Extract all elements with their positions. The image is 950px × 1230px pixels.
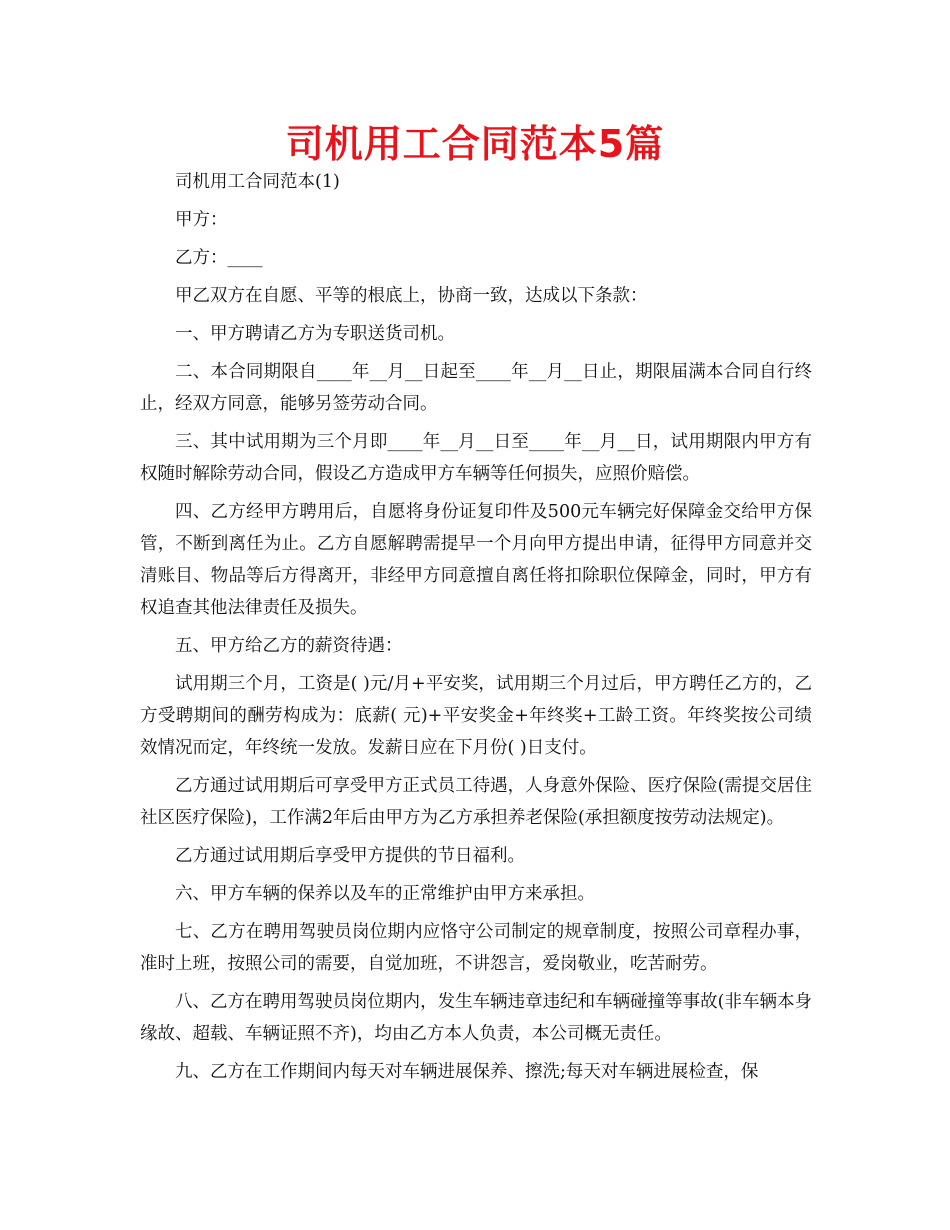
paragraph-preamble: 甲乙双方在自愿、平等的根底上，协商一致，达成以下条款： [175, 286, 648, 306]
paragraph-clause-3: 三、其中试用期为三个月即____年__月__日至____年__月__日，试用期限内甲方有权随时解除劳动合同，假设乙方造成甲方车辆等任何损失，应照价赔偿。 [140, 432, 812, 484]
paragraph-salary: 试用期三个月，工资是( )元/月+平安奖，试用期三个月过后，甲方聘任乙方的，乙方受聘期间的酬劳构成为：底薪( 元)+平安奖金+年终奖+工龄工资。年终奖按公司绩效情况而定，年终统一发放。发薪日应在下月份( )日支付。 [140, 674, 812, 758]
paragraph-clause-2: 二、本合同期限自____年__月__日起至____年__月__日止，期限届满本合同自行终止，经双方同意，能够另签劳动合同。 [140, 362, 812, 414]
paragraph-holiday-benefits: 乙方通过试用期后享受甲方提供的节日福利。 [175, 846, 525, 866]
paragraph-clause-5: 五、甲方给乙方的薪资待遇： [175, 636, 403, 656]
document-body [140, 166, 812, 1088]
paragraph-benefits: 乙方通过试用期后可享受甲方正式员工待遇，人身意外保险、医疗保险(需提交居住社区医疗保险)，工作满2年后由甲方为乙方承担养老保险(承担额度按劳动法规定)。 [140, 776, 812, 828]
paragraph-clause-8: 八、乙方在聘用驾驶员岗位期内，发生车辆违章违纪和车辆碰撞等事故(非车辆本身缘故、超载、车辆证照不齐)，均由乙方本人负责，本公司概无责任。 [140, 992, 812, 1044]
paragraph-contract-heading: 司机用工合同范本(1) [175, 172, 340, 192]
paragraph-clause-9: 九、乙方在工作期间内每天对车辆进展保养、擦洗;每天对车辆进展检查，保 [175, 1062, 759, 1082]
paragraph-party-b: 乙方：____ [175, 248, 263, 268]
paragraph-clause-1: 一、甲方聘请乙方为专职送货司机。 [175, 324, 455, 344]
paragraph-clause-4: 四、乙方经甲方聘用后，自愿将身份证复印件及500元车辆完好保障金交给甲方保管，不断到离任为止。乙方自愿解聘需提早一个月向甲方提出申请，征得甲方同意并交清账目、物品等后方得离开，非经甲方同意擅自离任将扣除职位保障金，同时，甲方有权追查其他法律责任及损失。 [140, 502, 812, 618]
paragraph-party-a: 甲方： [175, 210, 228, 230]
paragraph-clause-7: 七、乙方在聘用驾驶员岗位期内应恪守公司制定的规章制度，按照公司章程办事，准时上班，按照公司的需要，自觉加班，不讲怨言，爱岗敬业，吃苦耐劳。 [140, 922, 812, 974]
document-title: 司机用工合同范本5篇 [285, 122, 665, 166]
paragraph-clause-6: 六、甲方车辆的保养以及车的正常维护由甲方来承担。 [175, 884, 595, 904]
